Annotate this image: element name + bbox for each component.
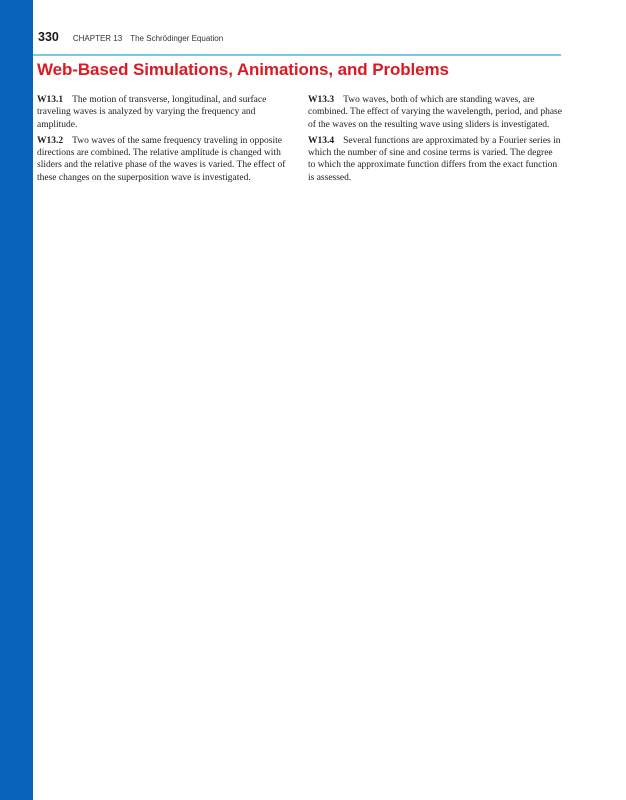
chapter-title: The Schrödinger Equation [130, 34, 224, 43]
header-rule [33, 54, 561, 56]
problem-id: W13.2 [37, 135, 64, 146]
problem-id: W13.3 [308, 95, 335, 105]
problem-item [308, 135, 562, 184]
problem-id: W13.1 [37, 95, 64, 105]
chapter-label: CHAPTER 13 [72, 34, 123, 43]
running-head [38, 28, 223, 44]
problem-item [37, 94, 295, 131]
problem-text: Several functions are approximated by a Fourier series in which the number of sine and cosine terms is varied. The degree to which the approximate function differs from the exact function is assessed. [308, 135, 561, 183]
problem-text: Two waves of the same frequency traveling in opposite directions are combined. The relative amplitude is changed with sliders and the relative phase of the waves is varied. The effect of these changes on the superposition wave is investigated. [37, 135, 286, 183]
page-number: 330 [38, 30, 59, 44]
problem-item [37, 135, 295, 184]
side-color-bar [0, 0, 33, 800]
left-column [37, 94, 295, 188]
section-heading: Web-Based Simulations, Animations, and Problems [37, 60, 449, 79]
problem-text: The motion of transverse, longitudinal, and surface traveling waves is analyzed by varying the frequency and amplitude. [37, 95, 267, 130]
problem-text: Two waves, both of which are standing waves, are combined. The effect of varying the wavelength, period, and phase of the waves on the resulting wave using sliders is investigated. [308, 95, 562, 130]
problem-id: W13.4 [308, 135, 335, 146]
right-column [308, 94, 562, 188]
problem-item [308, 94, 562, 131]
